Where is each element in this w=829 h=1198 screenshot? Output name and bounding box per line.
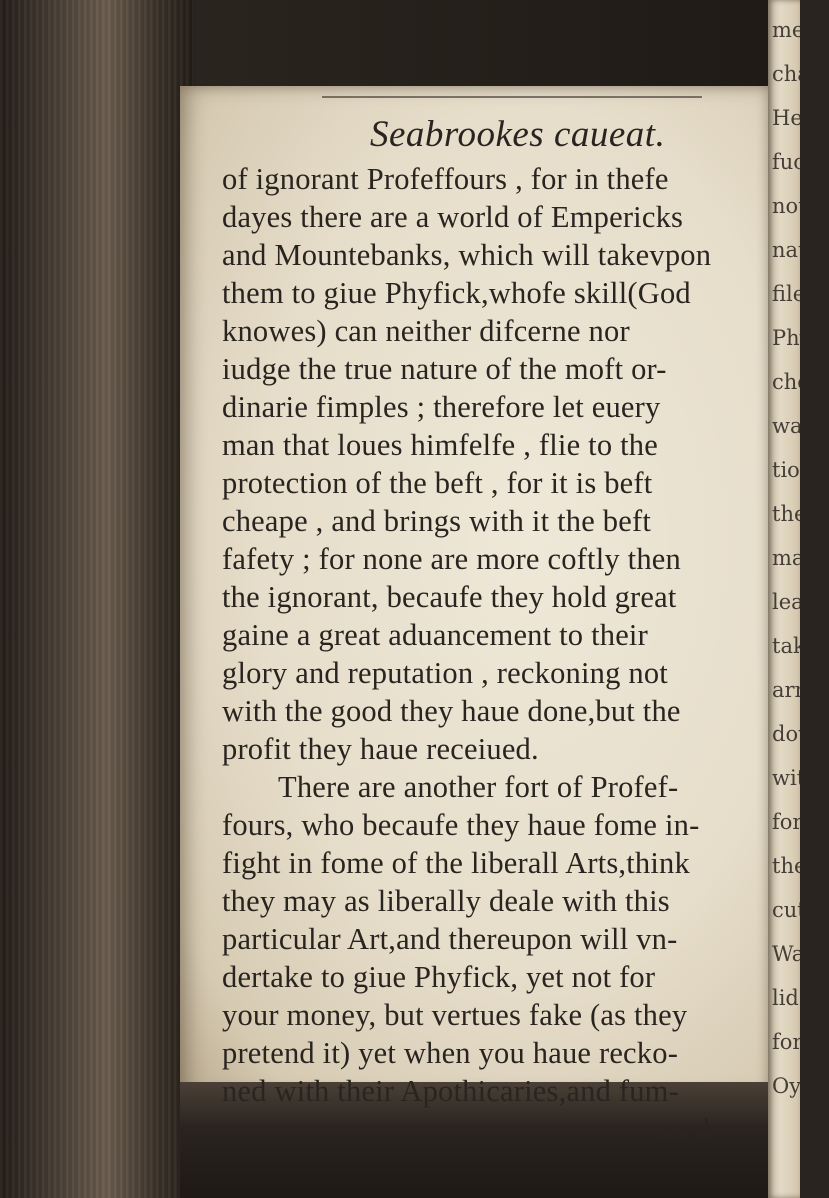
text-line: dinarie fimples ; therefore let euery [222, 390, 661, 424]
text-line: dertake to giue Phyfick, yet not for [222, 960, 656, 994]
next-page-fragment: chea [772, 370, 823, 394]
text-line: fight in fome of the liberall Arts,think [222, 846, 690, 880]
next-page-fragment: take [772, 634, 819, 658]
next-page-edge [768, 0, 829, 1198]
text-line: your money, but vertues fake (as they [222, 998, 688, 1032]
text-line: iudge the true nature of the moft or- [222, 352, 667, 386]
text-line: ned with their Apothicaries,and fum- [222, 1074, 679, 1108]
next-page-fragment: med [772, 18, 818, 42]
next-page-fragment: not [772, 194, 807, 218]
text-line: glory and reputation , reckoning not [222, 656, 668, 690]
text-line: with the good they haue done,but the [222, 694, 681, 728]
text-line: man that loues himfelfe , flie to the [222, 428, 658, 462]
text-line: of ignorant Profeffours , for in thefe [222, 162, 669, 196]
next-page-fragment: lids [772, 986, 810, 1010]
next-page-fragment: Phyf [772, 326, 820, 350]
header-rule [322, 96, 702, 98]
next-page-fragment: fuch [772, 150, 819, 174]
next-page-fragment: learn [772, 590, 828, 614]
text-line: they may as liberally deale with this [222, 884, 670, 918]
next-page-fragment: cut [772, 898, 806, 922]
running-header [222, 110, 760, 160]
next-page-fragment: the [772, 502, 807, 526]
text-line: dayes there are a world of Empericks [222, 200, 684, 234]
text-line: them to giue Phyfick,whofe skill(God [222, 276, 691, 310]
text-line: protection of the beft , for it is beft [222, 466, 653, 500]
page-text [222, 110, 760, 1148]
next-page-fragment: mad [772, 546, 818, 570]
text-line: and Mountebanks, which will takevpon [222, 238, 712, 272]
next-page-fragment: dow [772, 722, 817, 746]
running-header-text: Seabrookes caueat. [370, 114, 666, 155]
text-line: profit they haue receiued. [222, 732, 539, 766]
text-line: fours, who becaufe they haue fome in- [222, 808, 700, 842]
text-line: cheape , and brings with it the beft [222, 504, 651, 538]
next-page-fragment: fort [772, 810, 811, 834]
next-page-fragment: there [772, 854, 829, 878]
book-spine [0, 0, 195, 1198]
text-line: the ignorant, becaufe they hold great [222, 580, 677, 614]
catchword: med [656, 1112, 710, 1146]
text-line: particular Art,and thereupon will vn- [222, 922, 678, 956]
text-line: knowes) can neither difcerne nor [222, 314, 630, 348]
next-page-fragment: with [772, 766, 819, 790]
next-page-fragment: tion [772, 458, 814, 482]
text-line: pretend it) yet when you haue recko- [222, 1036, 679, 1070]
text-line: fafety ; for none are more coftly then [222, 542, 681, 576]
next-page-fragment: file [772, 282, 806, 306]
next-page-fragment: fore [772, 1030, 815, 1054]
text-line: gaine a great aduancement to their [222, 618, 648, 652]
next-page-fragment: natu [772, 238, 821, 262]
next-page-fragment: Oynt [772, 1074, 824, 1098]
next-page-fragment: wali [772, 414, 816, 438]
next-page-fragment: arm [772, 678, 815, 702]
text-line: There are another fort of Profef- [278, 770, 679, 804]
body-lines [222, 160, 760, 1110]
next-page-fragment: char [772, 62, 820, 86]
next-page-fragment: Was [772, 942, 816, 966]
next-page-fragment: Hea [772, 106, 816, 130]
